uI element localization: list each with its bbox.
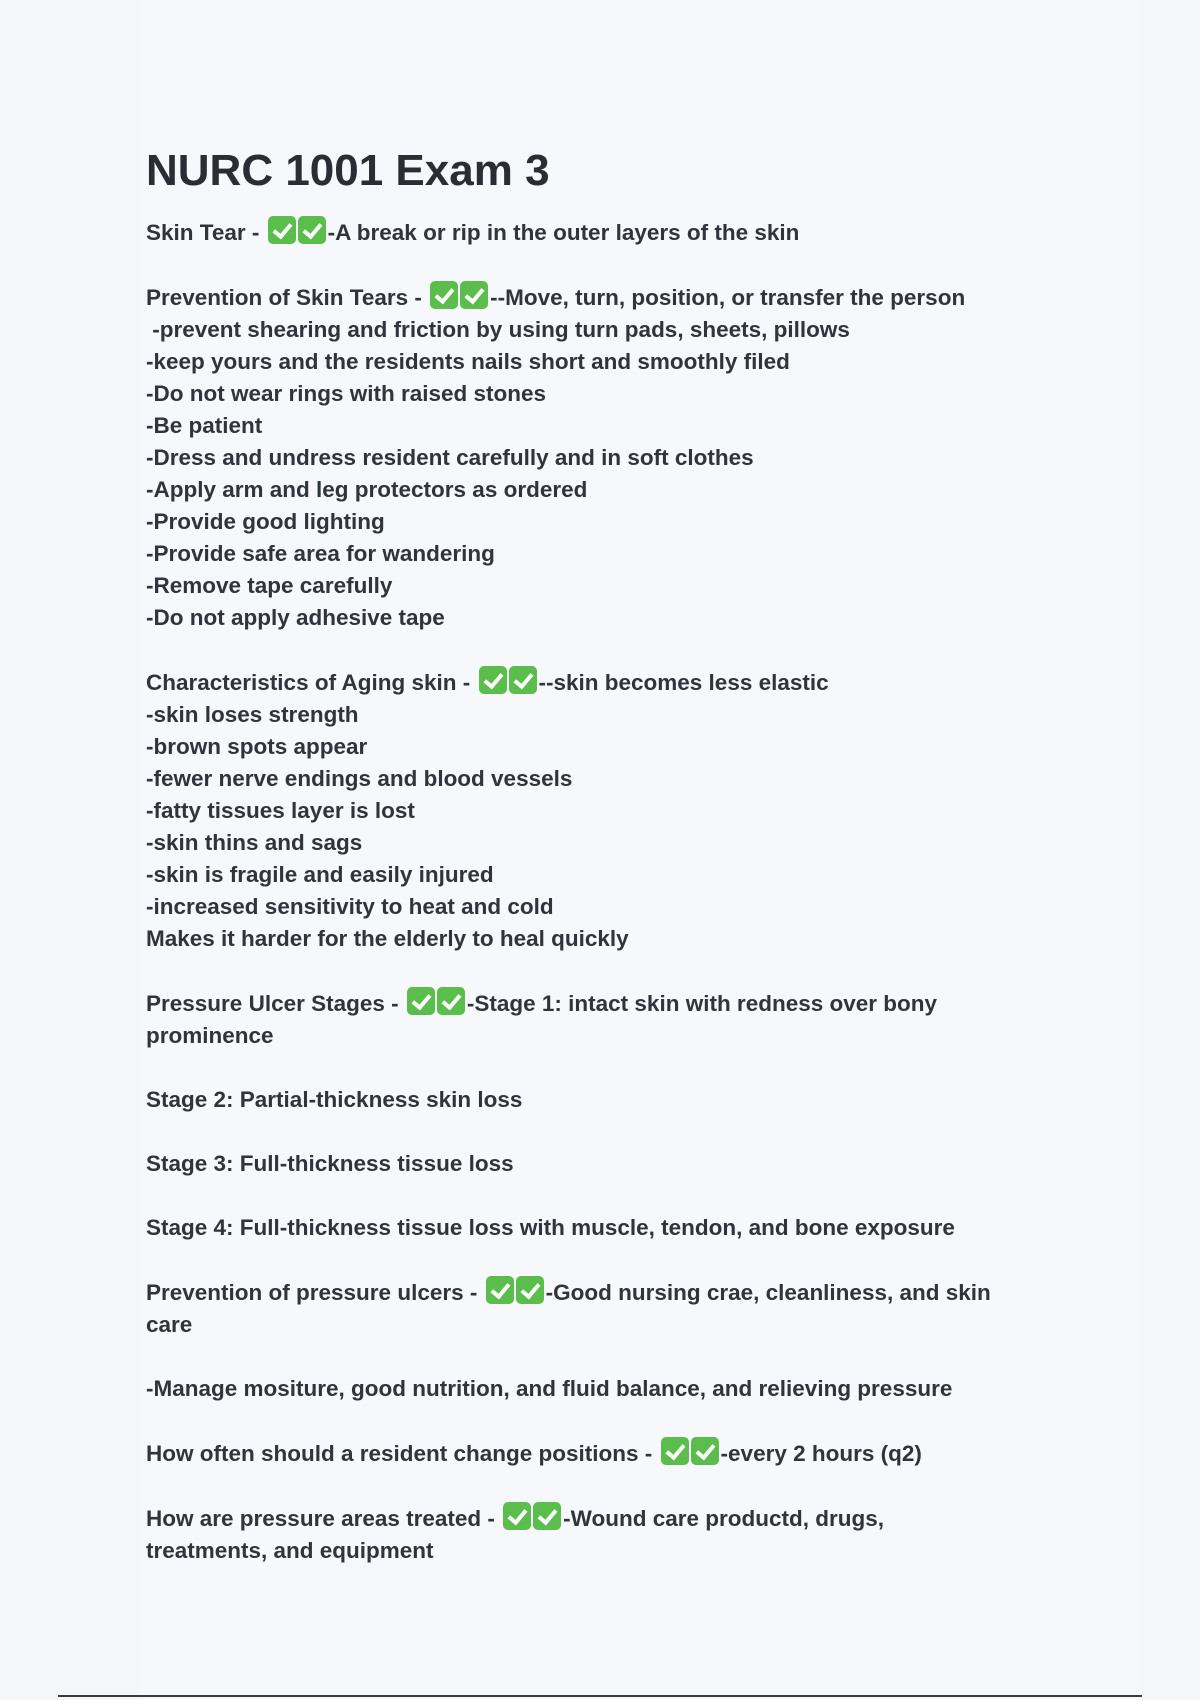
checkmark-icon — [503, 1502, 531, 1530]
flashcard-answer-text: -increased sensitivity to heat and cold — [146, 894, 554, 919]
checkmark-icon — [479, 666, 507, 694]
flashcard-line — [146, 1116, 1076, 1148]
flashcard-line — [146, 410, 1076, 442]
flashcard-answer-text: -brown spots appear — [146, 734, 368, 759]
flashcard-line — [146, 538, 1076, 570]
checkmark-icon — [486, 1276, 514, 1304]
checkmark-icon — [407, 987, 435, 1015]
flashcard-line — [146, 923, 1076, 955]
flashcard-answer-text: --skin becomes less elastic — [538, 670, 829, 695]
flashcard-answer-text: Stage 3: Full-thickness tissue loss — [146, 1151, 514, 1176]
checkmark-icon — [661, 1437, 689, 1465]
flashcard-answer-text: -Manage mositure, good nutrition, and fluid balance, and relieving pressure — [146, 1376, 953, 1401]
flashcard-answer-text: -keep yours and the residents nails short and smoothly filed — [146, 349, 790, 374]
answer-checkmarks — [479, 666, 537, 694]
flashcard-term: Skin Tear - — [146, 220, 266, 245]
flashcard-line — [146, 346, 1076, 378]
answer-checkmarks — [661, 1437, 719, 1465]
answer-checkmarks — [503, 1502, 561, 1530]
flashcard-line — [146, 602, 1076, 634]
document-body — [146, 140, 1076, 1599]
flashcard-answer-text: prominence — [146, 1023, 274, 1048]
flashcard-answer-text: -Do not wear rings with raised stones — [146, 381, 547, 406]
flashcard — [146, 281, 1076, 634]
flashcard-line — [146, 763, 1076, 795]
flashcard-term: Characteristics of Aging skin - — [146, 670, 477, 695]
flashcard-answer-text: -prevent shearing and friction by using turn pads, sheets, pillows — [146, 317, 850, 342]
flashcard-first-line — [146, 666, 1076, 699]
flashcard — [146, 1502, 1076, 1567]
flashcard — [146, 1437, 1076, 1470]
flashcard-answer-text — [146, 1183, 152, 1208]
flashcard-answer-text: treatments, and equipment — [146, 1538, 434, 1563]
flashcard-answer-text: -Apply arm and leg protectors as ordered — [146, 477, 588, 502]
flashcard-answer-text: -Do not apply adhesive tape — [146, 605, 445, 630]
flashcard-first-line — [146, 281, 1076, 314]
flashcard-answer-text — [146, 1119, 152, 1144]
flashcard-list — [146, 216, 1076, 1567]
flashcard-line — [146, 1020, 1076, 1052]
flashcard-answer-text: care — [146, 1312, 193, 1337]
flashcard-line — [146, 827, 1076, 859]
flashcard-line — [146, 570, 1076, 602]
flashcard-term: Prevention of Skin Tears - — [146, 285, 429, 310]
flashcard-answer-text: --Move, turn, position, or transfer the person — [490, 285, 966, 310]
flashcard-term: Pressure Ulcer Stages - — [146, 991, 405, 1016]
checkmark-icon — [691, 1437, 719, 1465]
checkmark-icon — [460, 281, 488, 309]
flashcard-answer-text: -A break or rip in the outer layers of the skin — [327, 220, 800, 245]
flashcard-line — [146, 1052, 1076, 1084]
flashcard-answer-text — [146, 1344, 152, 1369]
flashcard-answer-text: -skin loses strength — [146, 702, 359, 727]
flashcard-answer-text: -skin is fragile and easily injured — [146, 862, 494, 887]
flashcard-line — [146, 731, 1076, 763]
flashcard-line — [146, 314, 1076, 346]
flashcard-answer-text: -Be patient — [146, 413, 263, 438]
flashcard-answer-text: Stage 2: Partial-thickness skin loss — [146, 1087, 523, 1112]
flashcard-line — [146, 474, 1076, 506]
flashcard — [146, 666, 1076, 955]
flashcard-line — [146, 699, 1076, 731]
flashcard-line — [146, 1212, 1076, 1244]
answer-checkmarks — [486, 1276, 544, 1304]
flashcard-line — [146, 378, 1076, 410]
flashcard-answer-text: -Wound care productd, drugs, — [563, 1506, 885, 1531]
flashcard — [146, 987, 1076, 1244]
answer-checkmarks — [430, 281, 488, 309]
flashcard-answer-text: Stage 4: Full-thickness tissue loss with muscle, tendon, and bone exposure — [146, 1215, 955, 1240]
flashcard-line — [146, 795, 1076, 827]
flashcard-first-line — [146, 1276, 1076, 1309]
page-bottom-rule — [58, 1695, 1142, 1697]
checkmark-icon — [430, 281, 458, 309]
checkmark-icon — [437, 987, 465, 1015]
flashcard-line — [146, 1084, 1076, 1116]
checkmark-icon — [533, 1502, 561, 1530]
answer-checkmarks — [407, 987, 465, 1015]
checkmark-icon — [298, 216, 326, 244]
flashcard-line — [146, 1373, 1076, 1405]
flashcard-line — [146, 506, 1076, 538]
flashcard-answer-text: -skin thins and sags — [146, 830, 363, 855]
flashcard-line — [146, 891, 1076, 923]
flashcard-answer-text: -Dress and undress resident carefully and in soft clothes — [146, 445, 754, 470]
flashcard-answer-text: -Stage 1: intact skin with redness over bony — [466, 991, 938, 1016]
answer-checkmarks — [268, 216, 326, 244]
flashcard-answer-text: -fewer nerve endings and blood vessels — [146, 766, 573, 791]
flashcard-line — [146, 1180, 1076, 1212]
flashcard-answer-text: -every 2 hours (q2) — [720, 1441, 922, 1466]
flashcard-first-line — [146, 1437, 1076, 1470]
flashcard-answer-text — [146, 1055, 152, 1080]
checkmark-icon — [509, 666, 537, 694]
flashcard — [146, 216, 1076, 249]
flashcard-answer-text: -Good nursing crae, cleanliness, and skin — [545, 1280, 991, 1305]
flashcard-line — [146, 1309, 1076, 1341]
flashcard-answer-text: -Provide safe area for wandering — [146, 541, 495, 566]
flashcard-term: How are pressure areas treated - — [146, 1506, 502, 1531]
flashcard-term: Prevention of pressure ulcers - — [146, 1280, 484, 1305]
flashcard — [146, 1276, 1076, 1405]
flashcard-line — [146, 1148, 1076, 1180]
flashcard-line — [146, 1341, 1076, 1373]
flashcard-answer-text: Makes it harder for the elderly to heal quickly — [146, 926, 629, 951]
flashcard-answer-text: -fatty tissues layer is lost — [146, 798, 415, 823]
flashcard-answer-text: -Remove tape carefully — [146, 573, 393, 598]
document-title: NURC 1001 Exam 3 — [146, 146, 550, 195]
flashcard-first-line — [146, 1502, 1076, 1535]
flashcard-line — [146, 1535, 1076, 1567]
flashcard-first-line — [146, 216, 1076, 249]
flashcard-first-line — [146, 987, 1076, 1020]
flashcard-answer-text: -Provide good lighting — [146, 509, 385, 534]
flashcard-line — [146, 442, 1076, 474]
checkmark-icon — [516, 1276, 544, 1304]
flashcard-line — [146, 859, 1076, 891]
checkmark-icon — [268, 216, 296, 244]
flashcard-term: How often should a resident change positions - — [146, 1441, 659, 1466]
